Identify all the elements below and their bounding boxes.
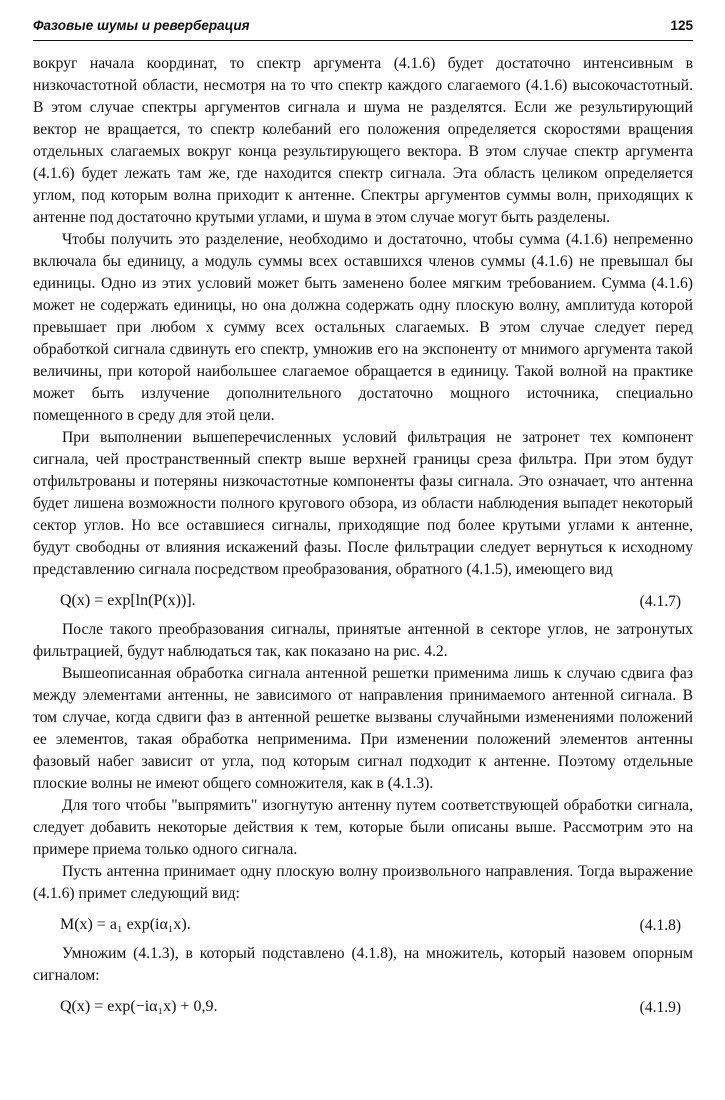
equation-expression: Q(x) = exp[ln(P(x))]. — [60, 592, 196, 609]
paragraph: Для того чтобы "выпрямить" изогнутую антенну путем соответствующей обработки сигнала, следует добавить некоторые действия к тем, которые были описаны выше. Рассмотрим это на примере приема только одного сигнала. — [33, 797, 693, 858]
running-head — [33, 14, 693, 41]
equation-4-1-8 — [33, 909, 693, 942]
paragraph: Вышеописанная обработка сигнала антенной решетки применима лишь к случаю сдвига фаз между элементами антенны, не зависимого от направления принимаемого антенной сигнала. В том случае, когда сдвиги фаз в антенной решетке вызваны случайными изменениями положений ее элементов, такая обработка неприменима. При изменении положений элементов антенны фазовый набег зависит от угла, под которым сигнал подходит к антенне. Поэтому отдельные плоские волны не имеют общего сомножителя, как в (4.1.3). — [33, 665, 693, 792]
paragraph: Чтобы получить это разделение, необходимо и достаточно, чтобы сумма (4.1.6) непременно включала бы единицу, а модуль суммы всех оставшихся членов суммы (4.1.6) не превышал бы единицы. Одно из этих условий может быть заменено более мягким требованием. Сумма (4.1.6) может не содержать единицы, но она должна содержать одну плоскую волну, амплитуда которой превышает при любом x сумму всех остальных слагаемых. В этом случае следует перед обработкой сигнала сдвинуть его спектр, умножив его на экспоненту от мнимого аргумента такой величины, при которой наибольшее слагаемое обращается в единицу. Такой волной на практике может быть излучение дополнительного достаточно мощного источника, специально помещенного в среду для этой цели. — [33, 231, 693, 424]
paragraph: вокруг начала координат, то спектр аргумента (4.1.6) будет достаточно интенсивным в низкочастотной области, несмотря на то что спектр каждого слагаемого (4.1.6) высокочастотный. В этом случае спектры аргументов сигнала и шума не разделятся. Если же результирующий вектор не вращается, то спектр колебаний его положения определяется скоростями вращения отдельных слагаемых вокруг конца результирующего вектора. В этом случае спектр аргумента (4.1.6) будет лежать там же, где находится спектр сигнала. Эта область целиком определяется углом, под которым волна приходит к антенне. Спектры аргументов суммы волн, приходящих к антенне под достаточно крутыми углами, и шума в этом случае могут быть разделены. — [33, 55, 693, 226]
paragraph: Умножим (4.1.3), в который подставлено (4.1.8), на множитель, который назовем опорным сигналом: — [33, 945, 693, 984]
equation-4-1-7 — [33, 585, 693, 618]
page-number: 125 — [670, 18, 693, 33]
equation-4-1-9 — [33, 991, 693, 1024]
running-head-title: Фазовые шумы и реверберация — [33, 18, 250, 33]
paragraph: После такого преобразования сигналы, принятые антенной в секторе углов, не затронутых фильтрацией, будут наблюдаться так, как показано на рис. 4.2. — [33, 621, 693, 660]
paragraph: Пусть антенна принимает одну плоскую волну произвольного направления. Тогда выражение (4.1.6) примет следующий вид: — [33, 863, 693, 902]
body-text — [33, 53, 693, 1025]
equation-number: (4.1.9) — [639, 999, 681, 1016]
paragraph: При выполнении вышеперечисленных условий фильтрация не затронет тех компонент сигнала, чей пространственный спектр выше верхней границы среза фильтра. При этом будут отфильтрованы и потеряны низкочастотные компоненты фазы сигнала. Это означает, что антенна будет лишена возможности полного кругового обзора, из области наблюдения выпадет некоторый сектор углов. Но все оставшиеся сигналы, приходящие под более крутыми углами к антенне, будут свободны от влияния искажений фазы. После фильтрации следует вернуться к исходному представлению сигнала посредством преобразования, обратного (4.1.5), имеющего вид — [33, 429, 693, 578]
equation-number: (4.1.7) — [639, 593, 681, 610]
equation-number: (4.1.8) — [639, 917, 681, 934]
equation-expression: Q(x) = exp(−iα₁x) + 0,9. — [60, 998, 218, 1015]
equation-expression: M(x) = a₁ exp(iα₁x). — [60, 916, 191, 933]
